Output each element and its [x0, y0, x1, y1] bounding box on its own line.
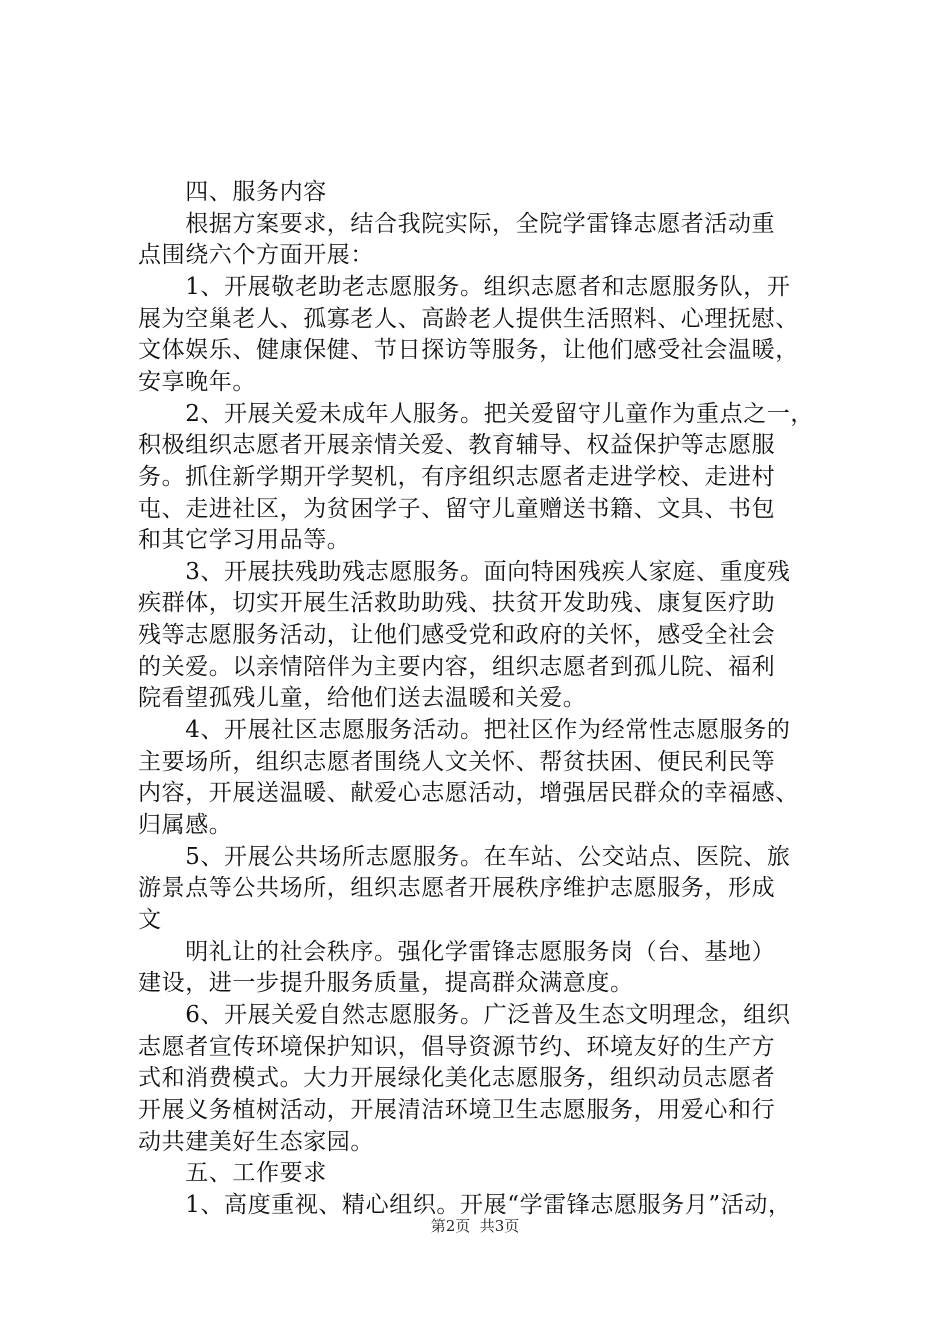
body-line: 志愿者宣传环境保护知识，倡导资源节约、环境友好的生产方	[138, 1033, 776, 1060]
body-line: 文体娱乐、健康保健、节日探访等服务，让他们感受社会温暖，	[138, 337, 799, 364]
body-line: 2、开展关爱未成年人服务。把关爱留守儿童作为重点之一，	[138, 400, 815, 427]
body-line: 和其它学习用品等。	[138, 527, 351, 554]
body-line: 内容，开展送温暖、献爱心志愿活动，增强居民群众的幸福感、	[138, 780, 799, 807]
body-line: 归属感。	[138, 812, 233, 838]
body-line: 积极组织志愿者开展亲情关爱、教育辅导、权益保护等志愿服	[138, 432, 776, 459]
body-line: 屯、走进社区，为贫困学子、留守儿童赠送书籍、文具、书包	[138, 495, 776, 522]
body-line: 1、高度重视、精心组织。开展“学雷锋志愿服务月”活动，	[138, 1191, 792, 1218]
body-line: 游景点等公共场所，组织志愿者开展秩序维护志愿服务，形成	[138, 875, 776, 902]
body-line: 1、开展敬老助老志愿服务。组织志愿者和志愿服务队，开	[138, 273, 791, 300]
body-line: 展为空巢老人、孤寡老人、高龄老人提供生活照料、心理抚慰、	[138, 305, 799, 332]
body-line: 根据方案要求，结合我院实际，全院学雷锋志愿者活动重	[138, 210, 776, 237]
body-line: 3、开展扶残助残志愿服务。面向特困残疾人家庭、重度残	[138, 558, 791, 585]
body-line: 5、开展公共场所志愿服务。在车站、公交站点、医院、旅	[138, 843, 791, 870]
body-line: 建设，进一步提升服务质量，提高群众满意度。	[138, 970, 634, 997]
body-line: 明礼让的社会秩序。强化学雷锋志愿服务岗（台、基地）	[138, 938, 776, 965]
body-line: 疾群体，切实开展生活救助助残、扶贫开发助残、康复医疗助	[138, 590, 776, 617]
body-line: 的关爱。以亲情陪伴为主要内容，组织志愿者到孤儿院、福利	[138, 653, 776, 680]
body-line: 式和消费模式。大力开展绿化美化志愿服务，组织动员志愿者	[138, 1065, 776, 1092]
page-footer: 第2页 共3页	[430, 1217, 520, 1235]
body-line: 点围绕六个方面开展：	[138, 242, 374, 269]
body-line: 院看望孤残儿童，给他们送去温暖和关爱。	[138, 685, 587, 712]
body-line: 开展义务植树活动，开展清洁环境卫生志愿服务，用爱心和行	[138, 1096, 776, 1123]
body-line: 安享晚年。	[138, 368, 256, 395]
body-line: 动共建美好生态家园。	[138, 1128, 374, 1155]
body-line: 五、工作要求	[138, 1160, 327, 1187]
body-line: 主要场所，组织志愿者围绕人文关怀、帮贫扶困、便民利民等	[138, 748, 776, 775]
body-line: 务。抓住新学期开学契机，有序组织志愿者走进学校、走进村	[138, 463, 776, 490]
body-line: 6、开展关爱自然志愿服务。广泛普及生态文明理念，组织	[138, 1001, 791, 1028]
body-line: 四、服务内容	[138, 179, 327, 205]
body-line: 残等志愿服务活动，让他们感受党和政府的关怀，感受全社会	[138, 622, 776, 649]
body-line: 文	[138, 906, 162, 933]
body-line: 4、开展社区志愿服务活动。把社区作为经常性志愿服务的	[138, 717, 791, 744]
